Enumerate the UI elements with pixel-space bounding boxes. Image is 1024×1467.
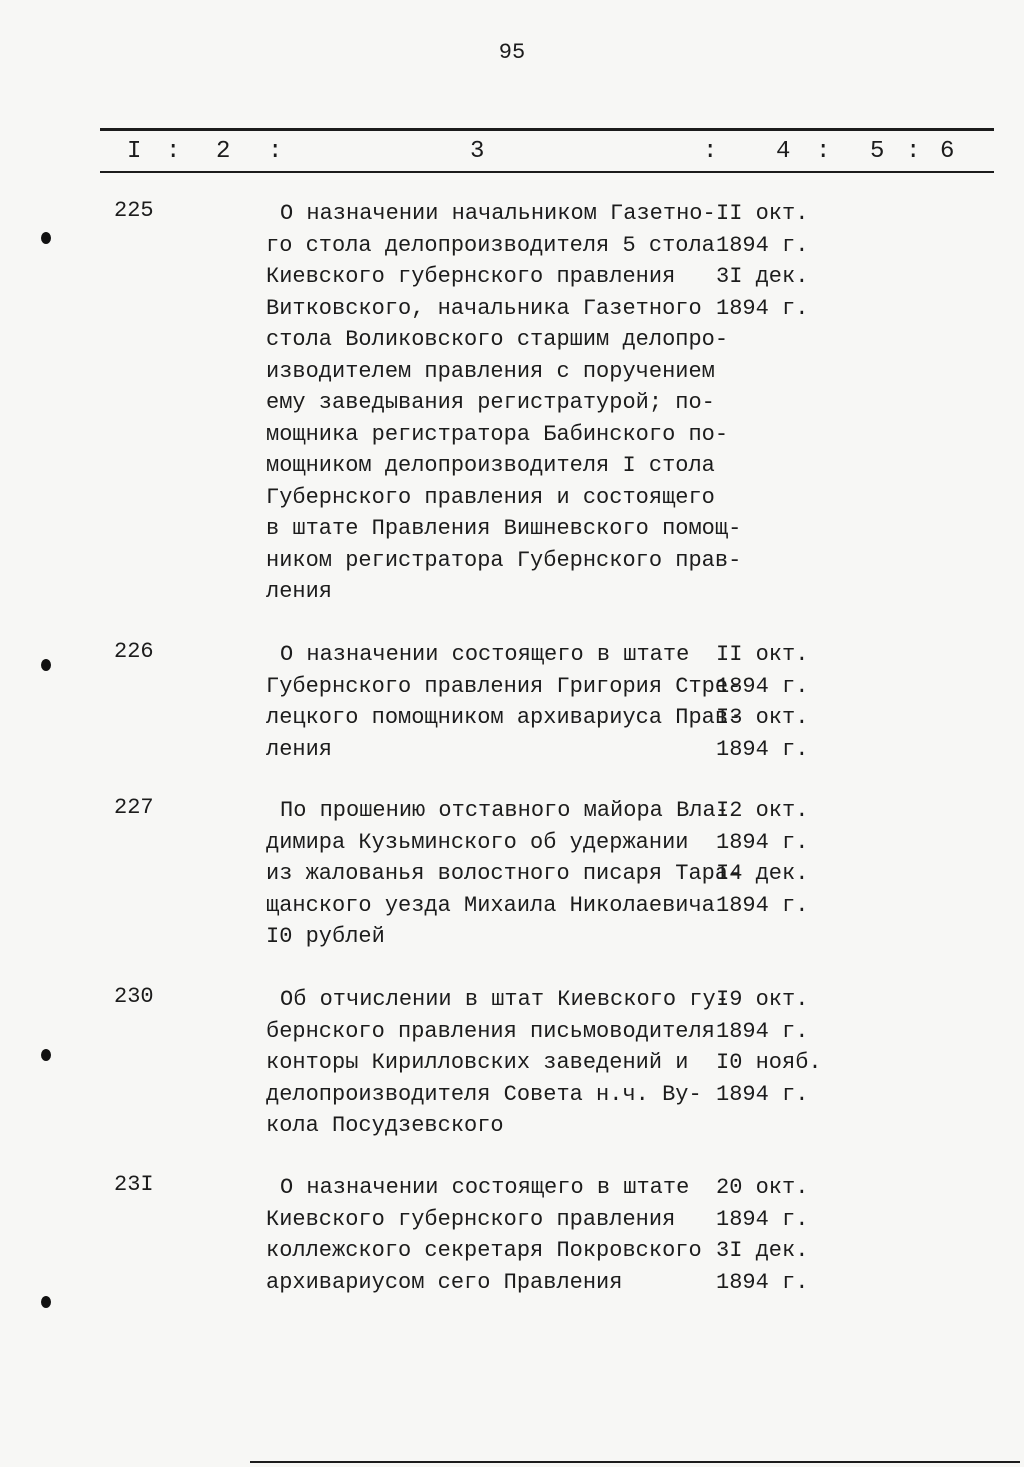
description-line: ления — [266, 736, 333, 762]
description-line: димира Кузьминского об удержании — [266, 829, 689, 855]
description-line: Киевского губернского правления — [266, 264, 676, 289]
column-header-2: 2 — [216, 138, 231, 165]
description-line: бернского правления письмоводителя — [266, 1018, 715, 1044]
description-line: ления — [266, 579, 333, 604]
description-line: Об отчислении в штат Киевского гу- — [280, 987, 729, 1012]
description-line: Киевского губернского правления — [266, 1206, 676, 1232]
description-line: коллежского секретаря Покровского — [266, 1238, 702, 1263]
table-header-rule — [100, 171, 994, 173]
description-line: Губернского правления Григория Стре- — [266, 673, 742, 699]
description-line: Витковского, начальника Газетного — [266, 295, 702, 321]
record-dates — [716, 198, 826, 324]
end-date: I4 дек. — [716, 861, 809, 886]
column-separator: : — [816, 138, 831, 165]
record-description — [266, 984, 729, 1142]
start-date: II окт. — [716, 201, 809, 226]
description-line: в штате Правления Вишневского помощ- — [266, 516, 742, 541]
description-line: ником регистратора Губернского прав- — [266, 547, 742, 573]
column-header-6: 6 — [940, 138, 955, 165]
punch-hole — [41, 1296, 51, 1308]
column-separator: : — [906, 138, 921, 165]
description-line: щанского уезда Михаила Николаевича — [266, 892, 715, 918]
record-number: 230 — [114, 984, 154, 1009]
start-date: I9 окт. — [716, 987, 809, 1012]
description-line: О назначении начальником Газетно- — [280, 201, 716, 226]
column-separator: : — [703, 138, 718, 165]
description-line: делопроизводителя Совета н.ч. Ву- — [266, 1081, 702, 1107]
record-number: 226 — [114, 639, 154, 664]
description-line: конторы Кирилловских заведений и — [266, 1050, 689, 1075]
description-line: лецкого помощником архивариуса Прав- — [266, 705, 742, 730]
column-separator: : — [166, 138, 181, 165]
end-year: 1894 г. — [716, 295, 809, 321]
column-header-5: 5 — [870, 138, 885, 165]
description-line: ему заведывания регистратурой; по- — [266, 390, 715, 415]
record-description — [266, 1172, 716, 1298]
end-year: 1894 г. — [716, 892, 809, 918]
description-line: мощником делопроизводителя I стола — [266, 453, 715, 478]
page-bottom-rule — [250, 1461, 1020, 1463]
start-year: 1894 г. — [716, 829, 809, 855]
description-line: Губернского правления и состоящего — [266, 484, 715, 510]
description-line: из жалованья волостного писаря Тара- — [266, 861, 742, 886]
start-year: 1894 г. — [716, 1018, 809, 1044]
record-number: 225 — [114, 198, 154, 223]
end-date: I3 окт. — [716, 705, 809, 730]
description-line: архивариусом сего Правления — [266, 1269, 623, 1295]
description-line: кола Посудзевского — [266, 1113, 504, 1138]
description-line: О назначении состоящего в штате — [280, 642, 690, 667]
start-year: 1894 г. — [716, 1206, 809, 1232]
record-dates — [716, 639, 826, 765]
punch-hole — [41, 659, 51, 671]
column-header-1: I — [127, 138, 142, 165]
column-header-3: 3 — [470, 138, 485, 165]
description-line: стола Воликовского старшим делопро- — [266, 327, 729, 352]
description-line: мощника регистратора Бабинского по- — [266, 421, 729, 447]
column-header-4: 4 — [776, 138, 791, 165]
start-date: I2 окт. — [716, 798, 809, 823]
page-number: 95 — [498, 40, 526, 65]
record-number: 23I — [114, 1172, 154, 1197]
description-line: По прошению отставного майора Вла- — [280, 798, 729, 823]
end-year: 1894 г. — [716, 736, 809, 762]
record-dates — [716, 1172, 826, 1298]
description-line: О назначении состоящего в штате — [280, 1175, 690, 1200]
punch-hole — [41, 1049, 51, 1061]
column-separator: : — [268, 138, 283, 165]
record-description — [266, 639, 742, 765]
description-line: го стола делопроизводителя 5 стола — [266, 232, 715, 258]
record-dates — [716, 795, 826, 921]
record-number: 227 — [114, 795, 154, 820]
record-description — [266, 198, 742, 608]
record-description — [266, 795, 742, 953]
end-year: 1894 г. — [716, 1081, 809, 1107]
end-date: I0 нояб. — [716, 1050, 822, 1075]
punch-hole — [41, 232, 51, 244]
description-line: изводителем правления с поручением — [266, 358, 715, 384]
end-year: 1894 г. — [716, 1269, 809, 1295]
start-date: II окт. — [716, 642, 809, 667]
end-date: 3I дек. — [716, 264, 809, 289]
start-date: 20 окт. — [716, 1175, 809, 1200]
start-year: 1894 г. — [716, 673, 809, 699]
description-line: I0 рублей — [266, 924, 385, 949]
table-top-rule — [100, 128, 994, 131]
end-date: 3I дек. — [716, 1238, 809, 1263]
record-dates — [716, 984, 826, 1110]
start-year: 1894 г. — [716, 232, 809, 258]
